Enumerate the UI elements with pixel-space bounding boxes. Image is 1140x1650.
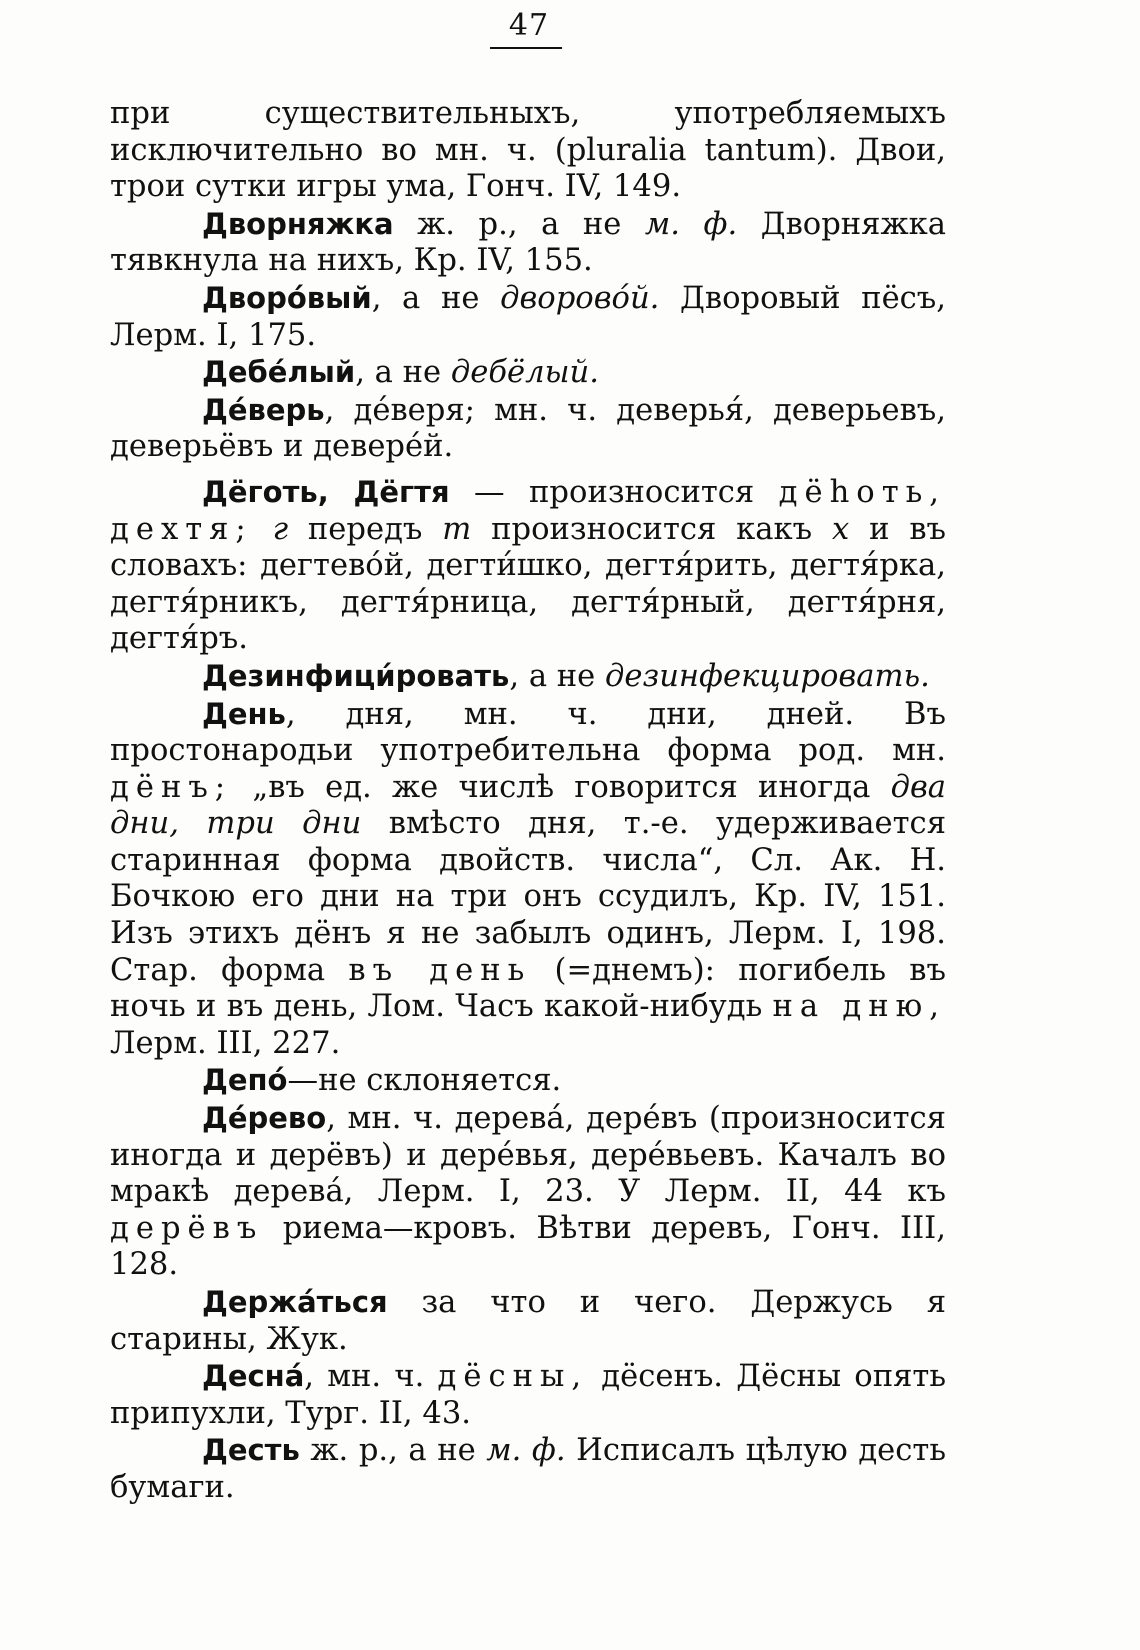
italic-text: дезинфекцировать.	[605, 658, 930, 694]
entry-text: , мн. ч.	[304, 1359, 438, 1395]
headword: Дéрево	[202, 1101, 327, 1136]
headword: Деснá	[202, 1359, 305, 1394]
entry-text: ж. р., а не	[393, 206, 645, 242]
headword: Десть	[202, 1433, 300, 1468]
entry-derevo	[110, 1100, 946, 1284]
headword: Держáться	[202, 1285, 388, 1319]
entry-text: произносится какъ	[471, 511, 832, 547]
entry-dest	[110, 1432, 946, 1506]
headword: День	[202, 696, 286, 731]
page-number: 47	[508, 8, 550, 43]
entry-text: , дня, мн. ч. дни, дней. Въ простонародьи употребительна форма род. мн.	[110, 696, 946, 769]
italic-text: дебёлый.	[450, 355, 599, 391]
headword: Дезинфици́ровать	[202, 658, 510, 693]
spaced-text: дёhоть, дехтя;	[110, 474, 947, 547]
entry-derzhatsya	[110, 1284, 946, 1358]
entry-dvornyazhka	[110, 206, 946, 280]
page-number-rule	[490, 47, 562, 49]
entry-desna	[110, 1358, 946, 1432]
entry-text: дёсенъ. Дёсны опять припухли, Тург. II, 43.	[110, 1359, 946, 1431]
entry-text: , а не	[371, 280, 501, 316]
italic-text: х	[831, 511, 850, 547]
entry-dever	[110, 392, 946, 466]
italic-text: т	[442, 511, 472, 547]
entry-continuation	[110, 96, 946, 206]
entry-text: , мн. ч. деревá, дерéвъ (произносится иногда и дерёвъ) и дерéвья, дерéвьевъ. Качалъ во мракѣ деревá, Лерм. I, 23. У Лерм. II, 44 къ	[110, 1101, 946, 1210]
headword: Дёготь, Дёгтя	[202, 474, 450, 509]
spaced-text: дёсны,	[437, 1359, 589, 1395]
italic-text: дворовóй.	[500, 280, 660, 316]
spaced-text: на дню,	[772, 989, 947, 1025]
entry-text: Лерм. III, 227.	[110, 1025, 341, 1061]
italic-text: г	[272, 511, 289, 547]
entry-text: за что и чего. Держусь я старины, Жук.	[110, 1285, 946, 1357]
entry-depo	[110, 1062, 946, 1100]
entry-text: вмѣсто дня, т.-е. удерживается старинная форма двойств. числа“, Сл. Ак. Н. Бочкою его дни на три онъ ссудилъ, Кр. IV, 151. Изъ этихъ дёнъ я не забылъ одинъ, Лерм. I, 198. Стар. форма	[110, 806, 946, 988]
entry-text: , а не	[355, 355, 451, 391]
entry-text: Дворняжка тявкнула на нихъ, Кр. IV, 155.	[110, 206, 946, 279]
entry-text: —не склоняется.	[287, 1063, 562, 1099]
entry-text: передъ	[288, 511, 443, 547]
entry-text: (=днемъ): погибель въ ночь и въ день, Лом. Часъ какой-нибудь	[110, 952, 946, 1025]
spaced-text: дёнъ;	[110, 769, 233, 805]
italic-text: м. ф.	[486, 1433, 566, 1469]
entry-text: риема—кровъ. Вѣтви деревъ, Гонч. III, 128.	[110, 1210, 946, 1283]
headword: Дебéлый	[202, 355, 356, 390]
entry-text: ж. р., а не	[299, 1433, 487, 1469]
spaced-text: въ день	[348, 952, 532, 988]
headword: Дворняжка	[202, 206, 394, 241]
italic-text: м. ф.	[644, 206, 738, 242]
entry-text	[253, 512, 273, 547]
headword: Дворóвый	[202, 280, 372, 315]
entry-text: , дéверя; мн. ч. деверья́, деверьевъ, деверьёвъ и деверéй.	[110, 392, 946, 465]
entry-text: Дворовый пёсъ, Лерм. I, 175.	[110, 280, 946, 353]
entry-text: и въ словахъ: дегтевóй, дегти́шко, дегтя́рить, дегтя́рка, дегтя́рникъ, дегтя́рница, дегтя́рный, дегтя́рня, дегтя́ръ.	[110, 511, 947, 657]
entry-text: — произносится	[449, 474, 779, 510]
headword: Депó	[202, 1063, 288, 1098]
headword: Дéверь	[202, 392, 325, 427]
entry-text: Исписалъ цѣлую десть бумаги.	[110, 1433, 946, 1505]
entry-debelyi	[110, 354, 946, 392]
italic-text: два дни, три дни	[110, 769, 946, 842]
entry-degot	[110, 474, 946, 658]
entry-text: при существительныхъ, употребляемыхъ исключительно во мн. ч. (pluralia tantum). Двои, трои сутки игры ума, Гонч. IV, 149.	[110, 96, 946, 205]
entry-dezinfitsirovat	[110, 658, 946, 696]
dictionary-text	[110, 96, 946, 1507]
entry-den	[110, 696, 946, 1063]
entry-text: „въ ед. же числѣ говорится иногда	[232, 769, 891, 805]
entry-text: , а не	[509, 658, 606, 694]
spaced-text: дерёвъ	[110, 1210, 264, 1246]
entry-dvorovyi	[110, 280, 946, 354]
